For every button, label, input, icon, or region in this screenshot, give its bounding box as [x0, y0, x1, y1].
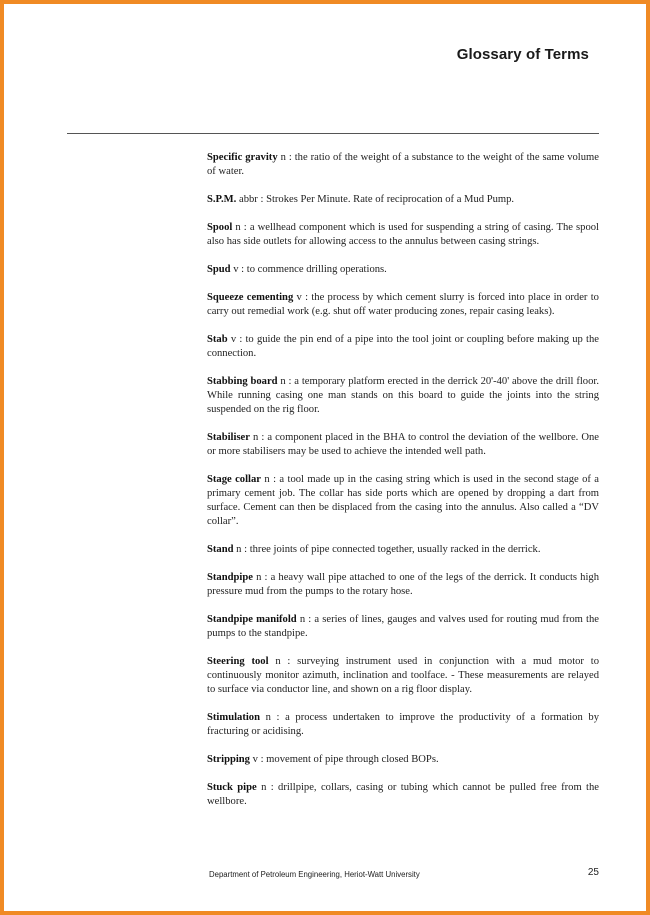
glossary-term: Stab: [207, 333, 228, 345]
glossary-definition: n : surveying instrument used in conjunction with a mud motor to continuously monitor azimuth, inclination and toolface. - These measurements are relayed to surface via conductor line, and shown on a rig floor display.: [207, 656, 599, 696]
glossary-entry: [207, 263, 599, 277]
glossary-term: Stand: [207, 544, 234, 556]
glossary-term: Steering tool: [207, 656, 269, 667]
glossary-definition: n : drillpipe, collars, casing or tubing which cannot be pulled free from the wellbore.: [207, 782, 600, 808]
glossary-term: Stage collar: [207, 473, 261, 485]
glossary-definition: n : three joints of pipe connected together, usually racked in the derrick.: [236, 544, 541, 556]
glossary-entry: [207, 431, 599, 459]
glossary-term: Standpipe manifold: [207, 614, 297, 625]
footer-page-number: 25: [587, 867, 599, 878]
glossary-entry: [207, 571, 599, 599]
glossary-entry: [207, 753, 599, 767]
glossary-entry: [207, 193, 599, 207]
glossary-term: Spool: [207, 221, 233, 233]
glossary-entry: [207, 711, 599, 739]
glossary-definition: v : the process by which cement slurry is forced into place in order to carry out remedial work (e.g. shut off water producing zones, repair casing leaks).: [207, 291, 599, 317]
glossary-term: Standpipe: [207, 572, 253, 583]
glossary-definition: n : a heavy wall pipe attached to one of the legs of the derrick. It conducts high pressure mud from the pumps to the rotary hose.: [207, 572, 599, 598]
page-title: Glossary of Terms: [456, 46, 589, 63]
glossary-term: Stripping: [207, 754, 250, 766]
glossary-definition: v : movement of pipe through closed BOPs.: [252, 754, 439, 766]
glossary-entry: [207, 375, 599, 418]
footer-department: Department of Petroleum Engineering, Heriot-Watt University: [209, 870, 420, 879]
glossary-definition: v : to commence drilling operations.: [233, 263, 387, 275]
glossary-entry: [207, 473, 599, 530]
glossary-definition: v : to guide the pin end of a pipe into the tool joint or coupling before making up the connection.: [207, 333, 599, 359]
glossary-definition: n : a process undertaken to improve the productivity of a formation by fracturing or acidising.: [207, 712, 599, 738]
glossary-entry: [207, 781, 599, 809]
glossary-entry: [207, 151, 599, 179]
glossary-term: Stuck pipe: [207, 782, 257, 793]
glossary-definition: n : a series of lines, gauges and valves used for routing mud from the pumps to the standpipe.: [207, 614, 599, 640]
glossary-entry: [207, 543, 599, 557]
glossary-term: S.P.M.: [207, 194, 237, 205]
glossary-term: Stabiliser: [207, 431, 250, 443]
glossary-entry: [207, 655, 599, 698]
header-divider: [67, 133, 599, 134]
glossary-definition: n : a wellhead component which is used for suspending a string of casing. The spool also has side outlets for allowing access to the annulus between casing strings.: [207, 221, 599, 247]
glossary-definition: abbr : Strokes Per Minute. Rate of reciprocation of a Mud Pump.: [239, 194, 515, 205]
glossary-entry: [207, 613, 599, 641]
glossary-entry: [207, 221, 599, 249]
glossary-term: Squeeze cementing: [207, 291, 294, 303]
glossary-entry: [207, 291, 599, 319]
glossary-term: Stabbing board: [207, 375, 278, 387]
glossary-term: Specific gravity: [207, 152, 278, 163]
glossary-term: Stimulation: [207, 712, 260, 724]
glossary-term: Spud: [207, 263, 231, 275]
glossary-list: [207, 151, 599, 823]
glossary-definition: n : a tool made up in the casing string which is used in the second stage of a primary cement job. The collar has side ports which are opened by dropping a dart from surface. Cement can then be displaced from the casing into the annulus. Also called a “DV collar”.: [207, 473, 599, 528]
glossary-definition: n : the ratio of the weight of a substance to the weight of the same volume of water.: [207, 152, 599, 178]
glossary-entry: [207, 333, 599, 361]
glossary-definition: n : a component placed in the BHA to control the deviation of the wellbore. One or more stabilisers may be used to achieve the intended well path.: [207, 431, 599, 457]
glossary-definition: n : a temporary platform erected in the derrick 20'-40' above the drill floor. While running casing one man stands on this board to guide the joints into the string suspended on the rig floor.: [207, 375, 599, 415]
